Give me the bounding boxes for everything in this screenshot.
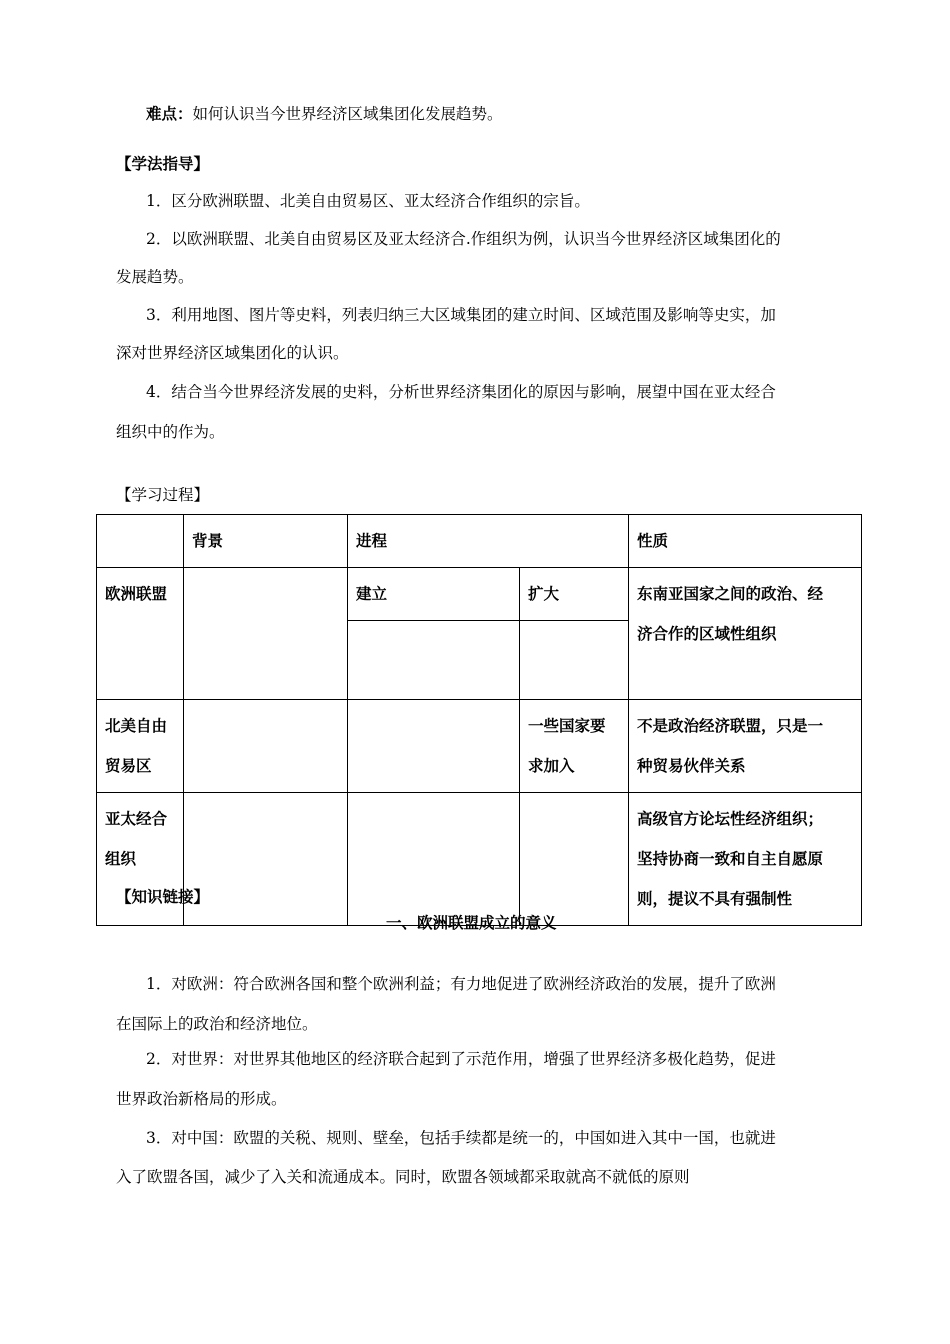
row-eu-name: 欧洲联盟: [97, 568, 184, 700]
knowledge-heading: 【知识链接】: [116, 887, 210, 906]
table-row-apec: [97, 793, 862, 926]
study-guide-item-1: 1．区分欧洲联盟、北美自由贸易区、亚太经济合作组织的宗旨。: [146, 192, 590, 210]
difficulty-text: 如何认识当今世界经济区域集团化发展趋势。: [192, 105, 503, 123]
difficulty-line: [146, 102, 503, 124]
row-apec-name-line-2: 组织: [105, 850, 137, 868]
subheader-founded: 建立: [348, 568, 520, 621]
row-apec-nature-line-3: 则，提议不具有强制性: [637, 890, 793, 908]
row-eu-expanded: [520, 621, 629, 700]
row-eu-nature-line-1: 东南亚国家之间的政治、经: [637, 585, 824, 603]
table-row-nafta: [97, 700, 862, 793]
row-nafta-name-line-2: 贸易区: [105, 757, 152, 775]
study-guide-item-3: 3．利用地图、图片等史料，列表归纳三大区域集团的建立时间、区域范围及影响等史实，加: [146, 306, 776, 324]
header-nature: 性质: [629, 515, 862, 568]
row-apec-founded: [348, 793, 520, 926]
process-table: [96, 514, 862, 926]
study-guide-heading: 【学法指导】: [116, 154, 210, 173]
row-eu-nature-line-2: 济合作的区域性组织: [637, 625, 777, 643]
process-heading: 【学习过程】: [116, 486, 210, 504]
row-nafta-expanded: [520, 700, 629, 793]
row-apec-name-line-1: 亚太经合: [105, 810, 168, 828]
row-nafta-name: [97, 700, 184, 793]
subheader-expanded: 扩大: [520, 568, 629, 621]
knowledge-item-2-cont: 世界政治新格局的形成。: [116, 1090, 287, 1108]
row-apec-nature: [629, 793, 862, 926]
study-guide-item-3-cont: 深对世界经济区域集团化的认识。: [116, 344, 349, 362]
study-guide-item-4: 4．结合当今世界经济发展的史料，分析世界经济集团化的原因与影响，展望中国在亚太经合: [146, 383, 776, 401]
study-guide-item-2: 2．以欧洲联盟、北美自由贸易区及亚太经济合.作组织为例，认识当今世界经济区域集团化的: [146, 230, 781, 248]
row-nafta-expanded-line-1: 一些国家要: [528, 717, 606, 735]
row-eu-background: [184, 568, 348, 700]
row-nafta-nature-line-1: 不是政治经济联盟，只是一: [637, 717, 824, 735]
study-guide-item-2-cont: 发展趋势。: [116, 268, 194, 286]
header-background: 背景: [184, 515, 348, 568]
header-progress: 进程: [348, 515, 629, 568]
study-guide-item-4-cont: 组织中的作为。: [116, 423, 225, 441]
row-nafta-name-line-1: 北美自由: [105, 717, 168, 735]
row-nafta-background: [184, 700, 348, 793]
table-row-eu-top: [97, 568, 862, 621]
knowledge-item-3-cont: 入了欧盟各国，减少了入关和流通成本。同时，欧盟各领域都采取就高不就低的原则: [116, 1168, 690, 1186]
knowledge-section-title: 一、欧洲联盟成立的意义: [386, 913, 557, 932]
row-apec-expanded: [520, 793, 629, 926]
row-nafta-expanded-line-2: 求加入: [528, 757, 575, 775]
row-nafta-nature-line-2: 种贸易伙伴关系: [637, 757, 746, 775]
knowledge-item-1: 1．对欧洲：符合欧洲各国和整个欧洲利益；有力地促进了欧洲经济政治的发展，提升了欧洲: [146, 975, 776, 993]
row-eu-founded: [348, 621, 520, 700]
knowledge-item-1-cont: 在国际上的政治和经济地位。: [116, 1015, 318, 1033]
row-nafta-nature: [629, 700, 862, 793]
table-header-row: [97, 515, 862, 568]
header-empty-cell: [97, 515, 184, 568]
row-eu-nature: [629, 568, 862, 700]
knowledge-item-2: 2．对世界：对世界其他地区的经济联合起到了示范作用，增强了世界经济多极化趋势，促进: [146, 1050, 776, 1068]
row-apec-nature-line-1: 高级官方论坛性经济组织；: [637, 810, 824, 828]
knowledge-item-3: 3．对中国：欧盟的关税、规则、壁垒，包括手续都是统一的，中国如进入其中一国，也就进: [146, 1129, 776, 1147]
row-apec-nature-line-2: 坚持协商一致和自主自愿原: [637, 850, 824, 868]
row-nafta-founded: [348, 700, 520, 793]
difficulty-label: 难点：: [146, 104, 193, 123]
